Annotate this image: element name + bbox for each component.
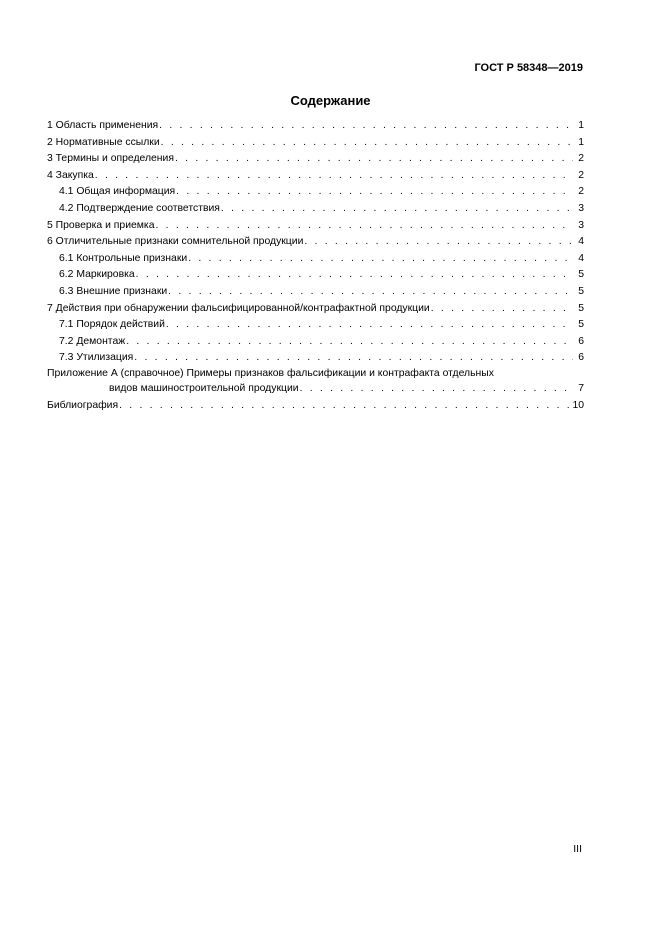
toc-entry-label: 6.3 Внешние признаки: [59, 284, 168, 301]
toc-entry-label: 1 Область применения: [47, 118, 159, 135]
toc-entry-label: 2 Нормативные ссылки: [47, 135, 161, 152]
toc-entry[interactable]: [47, 218, 584, 235]
toc-entry-page: 6: [578, 352, 584, 364]
toc-leader-dots: [136, 267, 573, 284]
toc-leader-dots: [155, 218, 573, 235]
toc-leader-dots: [166, 317, 573, 334]
toc-entry[interactable]: [47, 301, 584, 318]
document-code: ГОСТ Р 58348—2019: [474, 62, 583, 74]
toc-subentry[interactable]: [47, 334, 584, 351]
toc-leader-dots: [188, 251, 573, 268]
toc-subentry[interactable]: [47, 267, 584, 284]
toc-entry-label: 3 Термины и определения: [47, 151, 175, 168]
toc-entry-label: 4.1 Общая информация: [59, 184, 176, 201]
toc-entry[interactable]: [47, 151, 584, 168]
toc-leader-dots: [175, 151, 573, 168]
toc-subentry[interactable]: [47, 350, 584, 367]
toc-entry-page: 7: [578, 382, 584, 394]
toc-entry-label: 7 Действия при обнаружении фальсифицированной/контрафактной продукции: [47, 301, 431, 318]
toc-entry[interactable]: [47, 118, 584, 135]
toc-appendix-entry[interactable]: [47, 381, 584, 398]
toc-leader-dots: [431, 301, 573, 318]
toc-leader-dots: [161, 135, 573, 152]
toc-entry-page: 1: [578, 120, 584, 131]
toc-entry-page: 10: [572, 399, 584, 411]
toc-entry-page: 2: [578, 186, 584, 198]
toc-leader-dots: [119, 398, 569, 415]
toc-subentry[interactable]: [47, 317, 584, 334]
toc-leader-dots: [221, 201, 573, 218]
toc-leader-dots: [159, 118, 573, 135]
toc-leader-dots: [300, 381, 573, 398]
toc-entry-page: 4: [578, 236, 584, 248]
toc-entry-label: 7.1 Порядок действий: [59, 317, 166, 334]
toc-entry[interactable]: [47, 234, 584, 251]
toc-entry-page: 2: [578, 169, 584, 181]
toc-leader-dots: [95, 168, 573, 185]
toc-entry-page: 3: [578, 202, 584, 214]
toc-entry-page: 5: [578, 319, 584, 331]
toc-entry[interactable]: [47, 168, 584, 185]
toc-leader-dots: [304, 234, 573, 251]
toc-subentry[interactable]: [47, 184, 584, 201]
toc-entry-label: Библиография: [47, 398, 119, 415]
toc-entry-label: 6 Отличительные признаки сомнительной продукции: [47, 234, 304, 251]
toc-appendix-line2: видов машиностроительной продукции: [109, 381, 300, 398]
toc-subentry[interactable]: [47, 201, 584, 218]
toc-subentry[interactable]: [47, 284, 584, 301]
toc-leader-dots: [126, 334, 573, 351]
page-number: III: [573, 843, 582, 855]
toc-entry-page: 2: [578, 153, 584, 165]
toc-subentry[interactable]: [47, 251, 584, 268]
toc-appendix-line1[interactable]: Приложение А (справочное) Примеры признаков фальсификации и контрафакта отдельных: [47, 367, 494, 379]
toc-entry-page: 3: [578, 219, 584, 231]
toc-entry-page: 5: [578, 302, 584, 314]
table-of-contents: [47, 118, 584, 414]
toc-entry-label: 7.3 Утилизация: [59, 350, 134, 367]
toc-entry-page: 6: [578, 335, 584, 347]
toc-entry-label: 7.2 Демонтаж: [59, 334, 126, 351]
toc-entry-label: 5 Проверка и приемка: [47, 218, 155, 235]
toc-entry-page: 5: [578, 269, 584, 281]
toc-entry[interactable]: [47, 135, 584, 152]
toc-entry-label: 4 Закупка: [47, 168, 95, 185]
toc-leader-dots: [134, 350, 573, 367]
toc-leader-dots: [176, 184, 573, 201]
toc-entry-page: 5: [578, 285, 584, 297]
toc-entry-page: 4: [578, 252, 584, 264]
toc-entry-label: 4.2 Подтверждение соответствия: [59, 201, 221, 218]
toc-leader-dots: [168, 284, 573, 301]
toc-entry-page: 1: [578, 136, 584, 148]
toc-entry-label: 6.1 Контрольные признаки: [59, 251, 188, 268]
toc-entry-label: 6.2 Маркировка: [59, 267, 136, 284]
page-title: Содержание: [290, 93, 371, 108]
toc-bibliography-entry[interactable]: [47, 398, 584, 415]
